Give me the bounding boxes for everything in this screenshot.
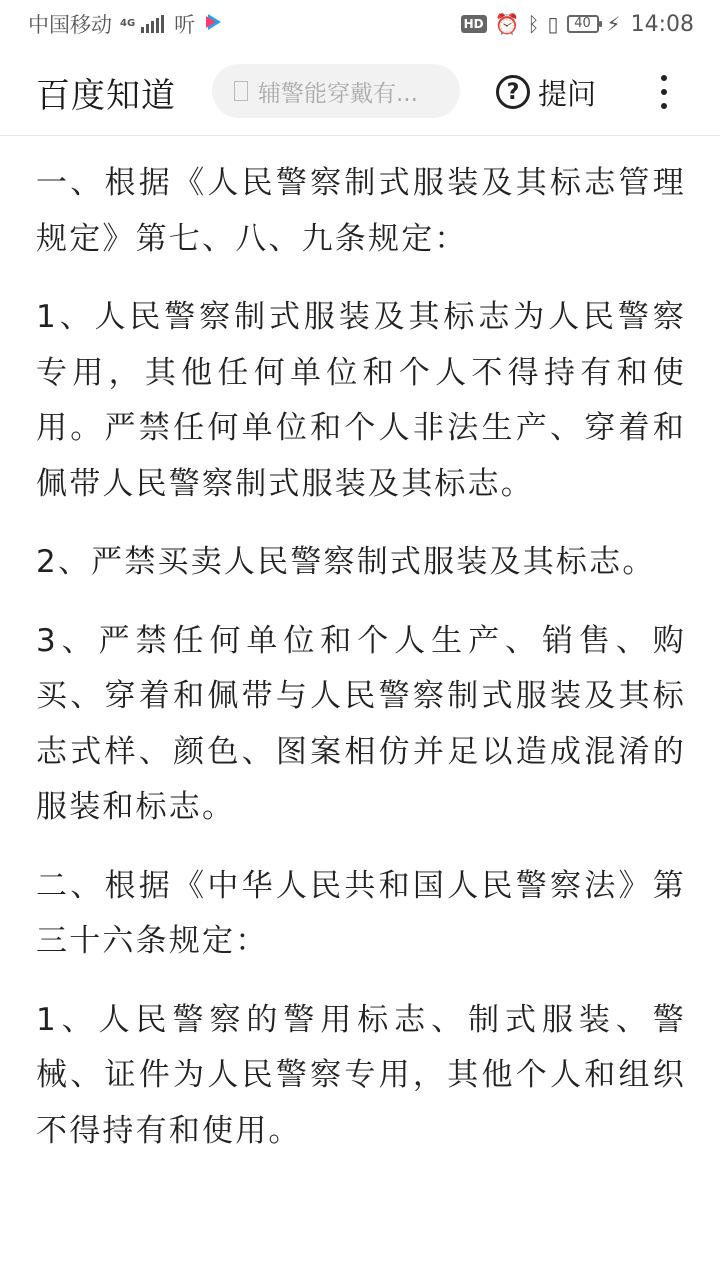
paragraph: 1、人民警察制式服装及其标志为人民警察专用，其他任何单位和个人不得持有和使用。严禁任何单位和个人非法生产、穿着和佩带人民警察制式服装及其标志。 bbox=[36, 299, 686, 502]
bluetooth-icon: ᛒ bbox=[527, 12, 540, 36]
ask-label: 提问 bbox=[538, 76, 597, 111]
carrier-label: 中国移动 bbox=[28, 13, 112, 37]
vibrate-icon: ▯ bbox=[547, 12, 559, 36]
status-bar bbox=[0, 0, 720, 48]
paragraph: 3、严禁任何单位和个人生产、销售、购买、穿着和佩带与人民警察制式服装及其标志式样、颜色、图案相仿并足以造成混淆的服装和标志。 bbox=[36, 622, 686, 825]
search-icon bbox=[234, 81, 248, 101]
ask-question-button[interactable] bbox=[496, 70, 596, 114]
search-input[interactable] bbox=[212, 64, 460, 118]
paragraph: 2、严禁买卖人民警察制式服装及其标志。 bbox=[36, 544, 656, 580]
question-icon: ? bbox=[496, 75, 530, 109]
signal-icon bbox=[141, 15, 164, 33]
more-menu-icon[interactable] bbox=[654, 72, 674, 112]
network-badge bbox=[120, 19, 135, 29]
app-header bbox=[0, 48, 720, 136]
paragraph: 一、根据《人民警察制式服装及其标志管理规定》第七、八、九条规定： bbox=[36, 165, 686, 257]
app-logo-title[interactable]: 百度知道 bbox=[36, 76, 176, 116]
status-right bbox=[461, 10, 694, 38]
youku-icon bbox=[203, 13, 225, 35]
network-type: 4G bbox=[120, 18, 136, 29]
status-left bbox=[28, 10, 225, 38]
clock: 14:08 bbox=[630, 11, 694, 37]
search-placeholder: 辅警能穿戴有... bbox=[258, 80, 418, 107]
paragraph: 二、根据《中华人民共和国人民警察法》第三十六条规定： bbox=[36, 867, 686, 959]
listen-icon: 听 bbox=[174, 13, 196, 37]
battery-icon: 40 bbox=[567, 15, 599, 33]
hd-icon: HD bbox=[461, 15, 487, 33]
charging-icon: ⚡ bbox=[606, 12, 621, 36]
answer-content bbox=[36, 156, 686, 1182]
alarm-icon: ⏰ bbox=[494, 12, 520, 36]
paragraph: 1、人民警察的警用标志、制式服装、警械、证件为人民警察专用，其他个人和组织不得持有和使用。 bbox=[36, 1001, 686, 1149]
